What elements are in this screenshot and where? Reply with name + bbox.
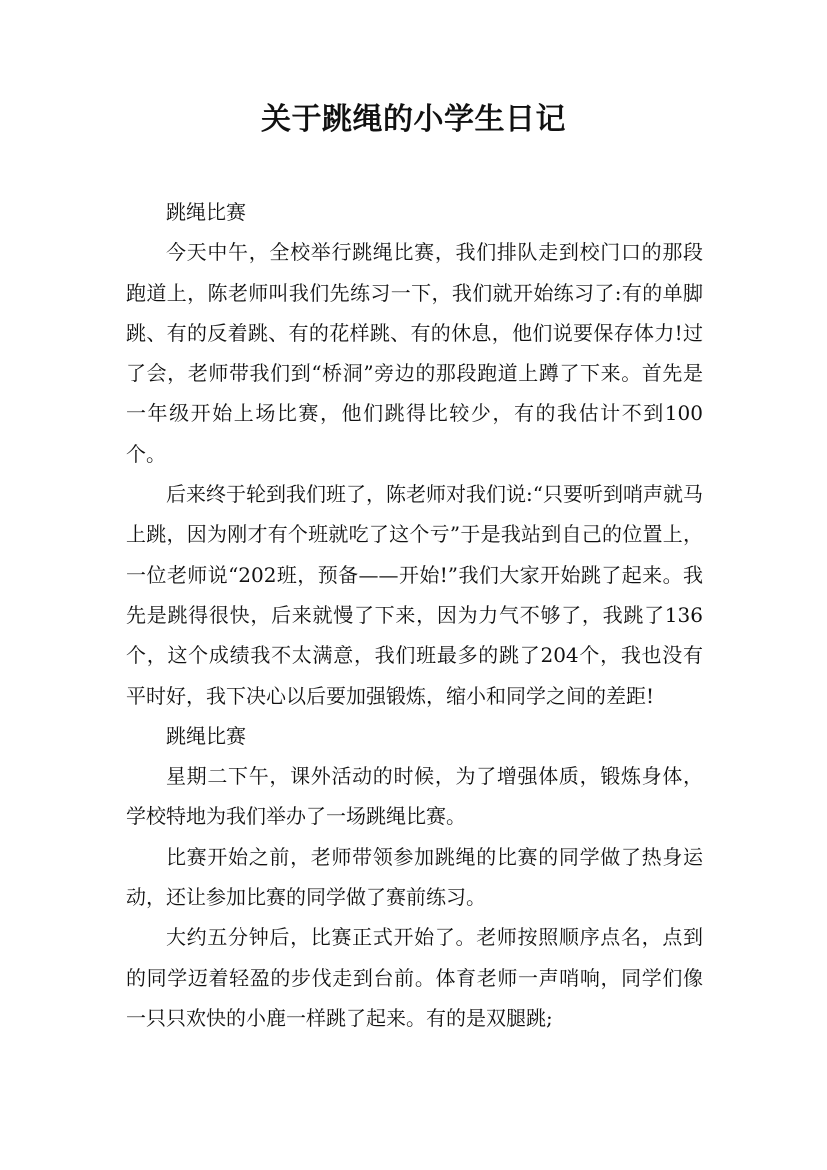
document-body <box>126 192 703 1038</box>
paragraph: 比赛开始之前，老师带领参加跳绳的比赛的同学做了热身运动，还让参加比赛的同学做了赛前练习。 <box>126 844 703 910</box>
paragraph: 后来终于轮到我们班了，陈老师对我们说:“只要听到哨声就马上跳，因为刚才有个班就吃了这个亏”于是我站到自己的位置上，一位老师说“202班，预备——开始!”我们大家开始跳了起来。我先是跳得很快，后来就慢了下来，因为力气不够了，我跳了136个，这个成绩我不太满意，我们班最多的跳了204个，我也没有平时好，我下决心以后要加强锻炼，缩小和同学之间的差距! <box>126 482 703 708</box>
paragraph: 星期二下午，课外活动的时候，为了增强体质，锻炼身体，学校特地为我们举办了一场跳绳比赛。 <box>126 764 703 829</box>
section-heading: 跳绳比赛 <box>166 200 246 224</box>
paragraph: 大约五分钟后，比赛正式开始了。老师按照顺序点名，点到的同学迈着轻盈的步伐走到台前。体育老师一声哨响，同学们像一只只欢快的小鹿一样跳了起来。有的是双腿跳; <box>126 925 703 1030</box>
paragraph: 今天中午，全校举行跳绳比赛，我们排队走到校门口的那段跑道上，陈老师叫我们先练习一下，我们就开始练习了:有的单脚跳、有的反着跳、有的花样跳、有的休息，他们说要保存体力!过了会，老师带我们到“桥洞”旁边的那段跑道上蹲了下来。首先是一年级开始上场比赛，他们跳得比较少，有的我估计不到100个。 <box>126 240 703 466</box>
section-heading: 跳绳比赛 <box>166 723 246 748</box>
document-title: 关于跳绳的小学生日记 <box>261 102 566 137</box>
